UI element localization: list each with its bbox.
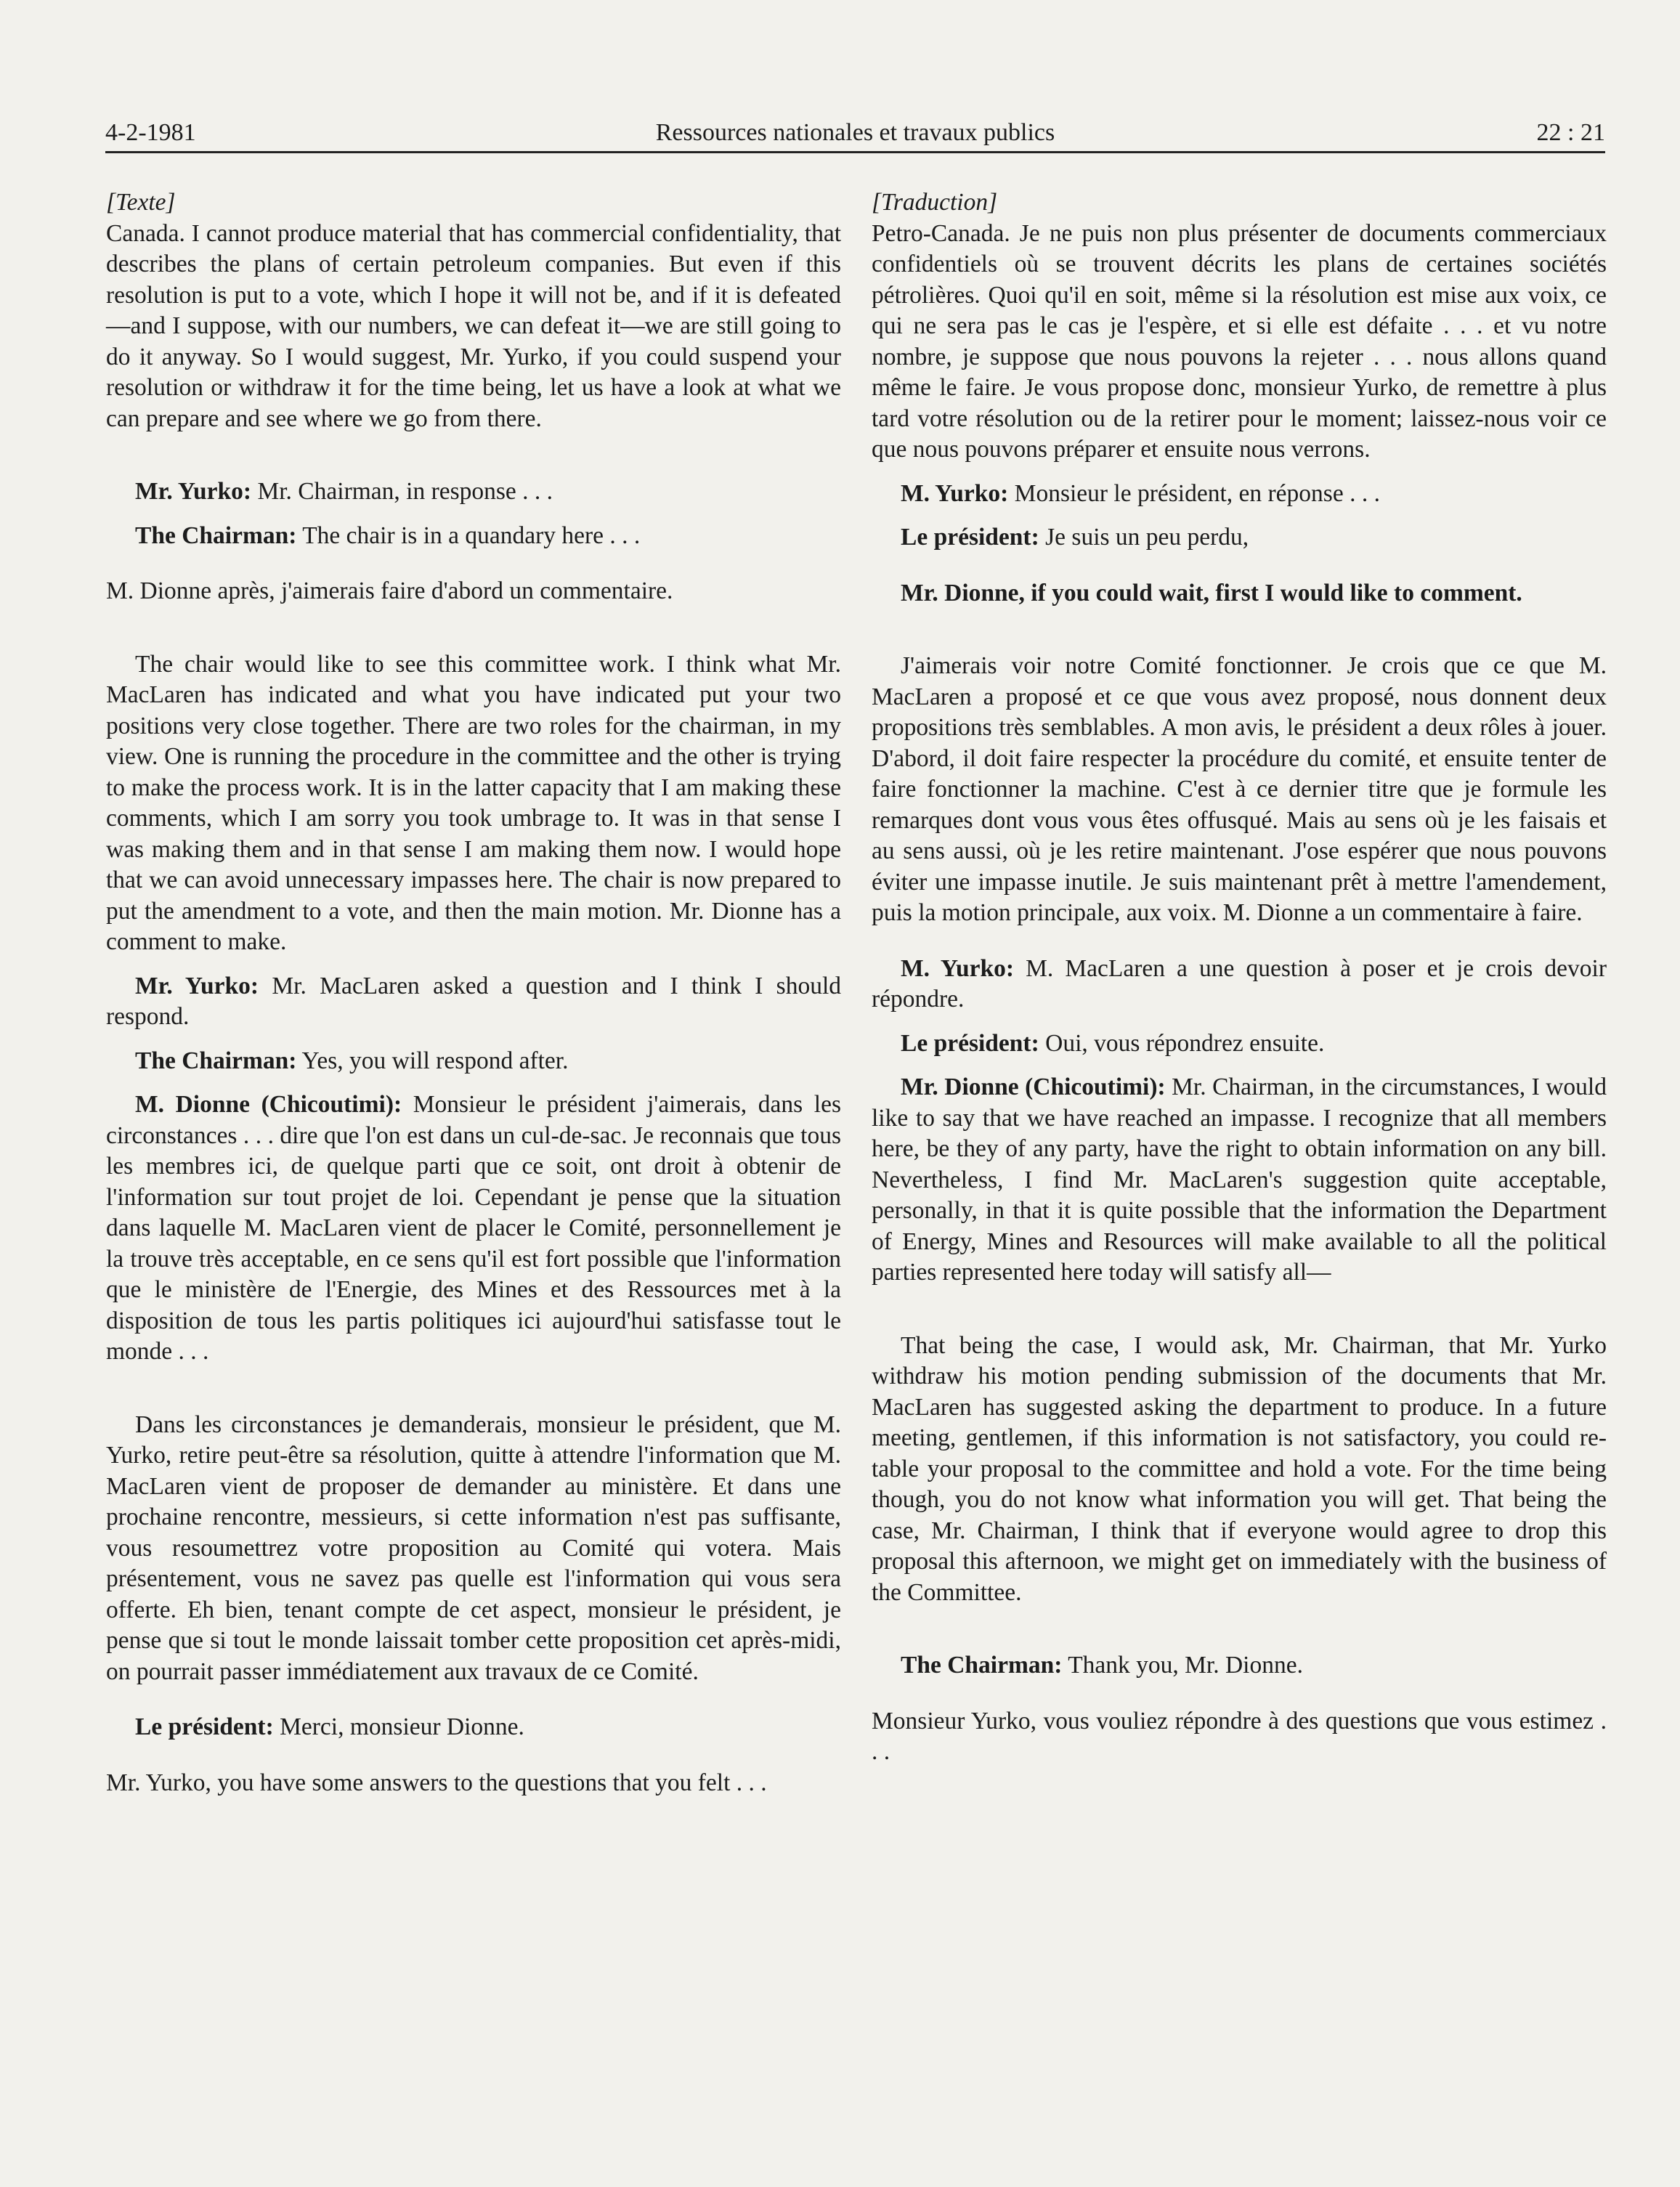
header-title: Ressources nationales et travaux publics (655, 119, 1055, 146)
speech-paragraph (106, 476, 841, 508)
right-column (872, 187, 1607, 1768)
speech-text: Thank you, Mr. Dionne. (1062, 1652, 1303, 1679)
left-column (106, 187, 841, 1798)
speech-paragraph (106, 1046, 841, 1077)
speech-text: Mr. Chairman, in the circumstances, I would like to say that we have reached an impasse. I recognize that all members here, be they of any party, have the right to obtain information on any bill. Nevertheless, I find Mr. MacLaren's suggestion quite acceptable, personally, in that it is quite possible that the information the Department of Energy, Mines and Resources will make available to all the political parties represented here today will satisfy all— (872, 1074, 1607, 1286)
speech-paragraph (106, 1090, 841, 1368)
speech-text: Monsieur le président j'aimerais, dans les circonstances . . . dire que l'on est dans un cul-de-sac. Je reconnais que tous les membres ici, de quelque parti que ce soit, ont droit à obtenir de l'information sur tout projet de loi. Cependant je pense que la situation dans laquelle M. MacLaren vient de placer le Comité, personnellement je la trouve très acceptable, en ce sens qu'il est fort possible que l'information que le ministère de l'Energie, des Mines et des Ressources met à la disposition de tous les partis politiques ici aujourd'hui satisfasse tout le monde . . . (106, 1091, 842, 1365)
language-tag: [Traduction] (872, 189, 998, 216)
speaker-name: M. Yurko: (901, 479, 1009, 507)
speech-paragraph (872, 1072, 1607, 1289)
speech-text: Mr. MacLaren asked a question and I think I should respond. (106, 972, 841, 1030)
speech-text: M. MacLaren a une question à poser et je crois devoir répondre. (872, 954, 1607, 1013)
speaker-name: Mr. Yurko: (135, 478, 252, 505)
paragraph: That being the case, I would ask, Mr. Chairman, that Mr. Yurko withdraw his motion pending submission of the documents that Mr. MacLaren has suggested asking the department to produce. In a future meeting, gentlemen, if this information is not satisfactory, you could re-table your proposal to the committee and hold a vote. For the time being though, you do not know what information you will get. That being the case, Mr. Chairman, I think that if everyone would agree to drop this proposal this afternoon, we might get on immediately with the business of the Committee. (872, 1331, 1607, 1606)
paragraph: J'aimerais voir notre Comité fonctionner. Je crois que ce que M. MacLaren a proposé et ce que vous avez proposé, nous donnent deux propositions très semblables. A mon avis, le président a deux rôles à jouer. D'abord, il doit faire respecter la procédure du comité, et ensuite tenter de faire fonctionner la machine. C'est à ce dernier titre que je formule les remarques dont vous vous êtes offusqué. Mais au sens où je les faisais et au sens aussi, où je les retire maintenant. J'ose espérer que nous pouvons éviter une impasse inutile. Je suis maintenant prêt à mettre l'amendement, puis la motion principale, aux voix. M. Dionne a un commentaire à faire. (872, 652, 1607, 926)
page-header (105, 115, 1605, 153)
paragraph: Monsieur Yurko, vous vouliez répondre à des questions que vous estimez . . . (872, 1707, 1607, 1765)
speaker-name: M. Yurko: (901, 954, 1014, 982)
speech-text: Oui, vous répondrez ensuite. (1039, 1029, 1325, 1057)
speaker-name: Mr. Yurko: (135, 972, 259, 999)
speech-paragraph (872, 479, 1607, 510)
speech-paragraph (872, 1650, 1607, 1681)
paragraph: Dans les circonstances je demanderais, monsieur le président, que M. Yurko, retire peut-être sa résolution, quitte à attendre l'information que M. MacLaren vient de proposer de demander au ministère. Et dans une prochaine rencontre, messieurs, si cette information n'est pas suffisante, vous resoumettrez votre proposition au Comité qui votera. Mais présentement, vous ne savez pas quelle est l'information qui vous sera offerte. Eh bien, tenant compte de cet aspect, monsieur le président, je pense que si tout le monde laissait tomber cette proposition cet après-midi, on pourrait passer immédiatement aux travaux de ce Comité. (106, 1411, 841, 1685)
speech-text: Monsieur le président, en réponse . . . (1008, 479, 1380, 507)
speaker-name: The Chairman: (135, 522, 297, 549)
speech-paragraph (106, 971, 841, 1033)
speech-paragraph (872, 522, 1607, 553)
speech-text: Mr. Chairman, in response . . . (251, 478, 553, 505)
speech-text: Yes, you will respond after. (296, 1047, 569, 1074)
speaker-name: The Chairman: (135, 1047, 297, 1074)
paragraph: Mr. Yurko, you have some answers to the questions that you felt . . . (106, 1769, 767, 1796)
language-tag: [Texte] (106, 189, 176, 216)
speech-text: The chair is in a quandary here . . . (296, 522, 641, 549)
speech-paragraph (106, 1712, 841, 1743)
speaker-name: Le président: (901, 524, 1039, 551)
speaker-name: M. Dionne (Chicoutimi): (135, 1091, 402, 1118)
speaker-name: Le président: (135, 1713, 274, 1740)
speech-paragraph (872, 954, 1607, 1015)
speech-text: Je suis un peu perdu, (1039, 524, 1249, 551)
paragraph: M. Dionne après, j'aimerais faire d'abord un commentaire. (106, 577, 673, 604)
paragraph: Mr. Dionne, if you could wait, first I would like to comment. (901, 579, 1522, 606)
speaker-name: Le président: (901, 1029, 1039, 1057)
speech-text: Merci, monsieur Dionne. (273, 1713, 524, 1740)
speech-paragraph (872, 1028, 1607, 1060)
paragraph: Canada. I cannot produce material that has commercial confidentiality, that describes the plans of certain petroleum companies. But even if this resolution is put to a vote, which I hope it will not be, and if it is defeated—and I suppose, with our numbers, we can defeat it—we are still going to do it anyway. So I would suggest, Mr. Yurko, if you could suspend your resolution or withdraw it for the time being, let us have a look at what we can prepare and see where we go from there. (106, 219, 841, 432)
header-date: 4-2-1981 (105, 119, 196, 146)
header-page-number: 22 : 21 (1536, 119, 1605, 146)
paragraph: Petro-Canada. Je ne puis non plus présenter de documents commerciaux confidentiels où se trouvent décrits les plans de certaines sociétés pétrolières. Quoi qu'il en soit, même si la résolution est mise aux voix, ce qui ne sera pas le cas je l'espère, et si elle est défaite . . . et vu notre nombre, je suppose que nous pouvons la rejeter . . . nous allons quand même le faire. Je vous propose donc, monsieur Yurko, de remettre à plus tard votre résolution ou de la retirer pour le moment; laissez-nous voir ce que nous pouvons préparer et ensuite nous verrons. (872, 219, 1607, 463)
speaker-name: Mr. Dionne (Chicoutimi): (901, 1074, 1166, 1100)
speaker-name: The Chairman: (901, 1652, 1063, 1679)
paragraph: The chair would like to see this committee work. I think what Mr. MacLaren has indicated and what you have indicated put your two positions very close together. There are two roles for the chairman, in my view. One is running the procedure in the committee and the other is trying to make the process work. It is in the latter capacity that I am making these comments, which I am sorry you took umbrage to. It was in that sense I was making them and in that sense I am making them now. I would hope that we can avoid unnecessary impasses here. The chair is now prepared to put the amendment to a vote, and then the main motion. Mr. Dionne has a comment to make. (106, 650, 841, 955)
speech-paragraph (106, 521, 841, 552)
